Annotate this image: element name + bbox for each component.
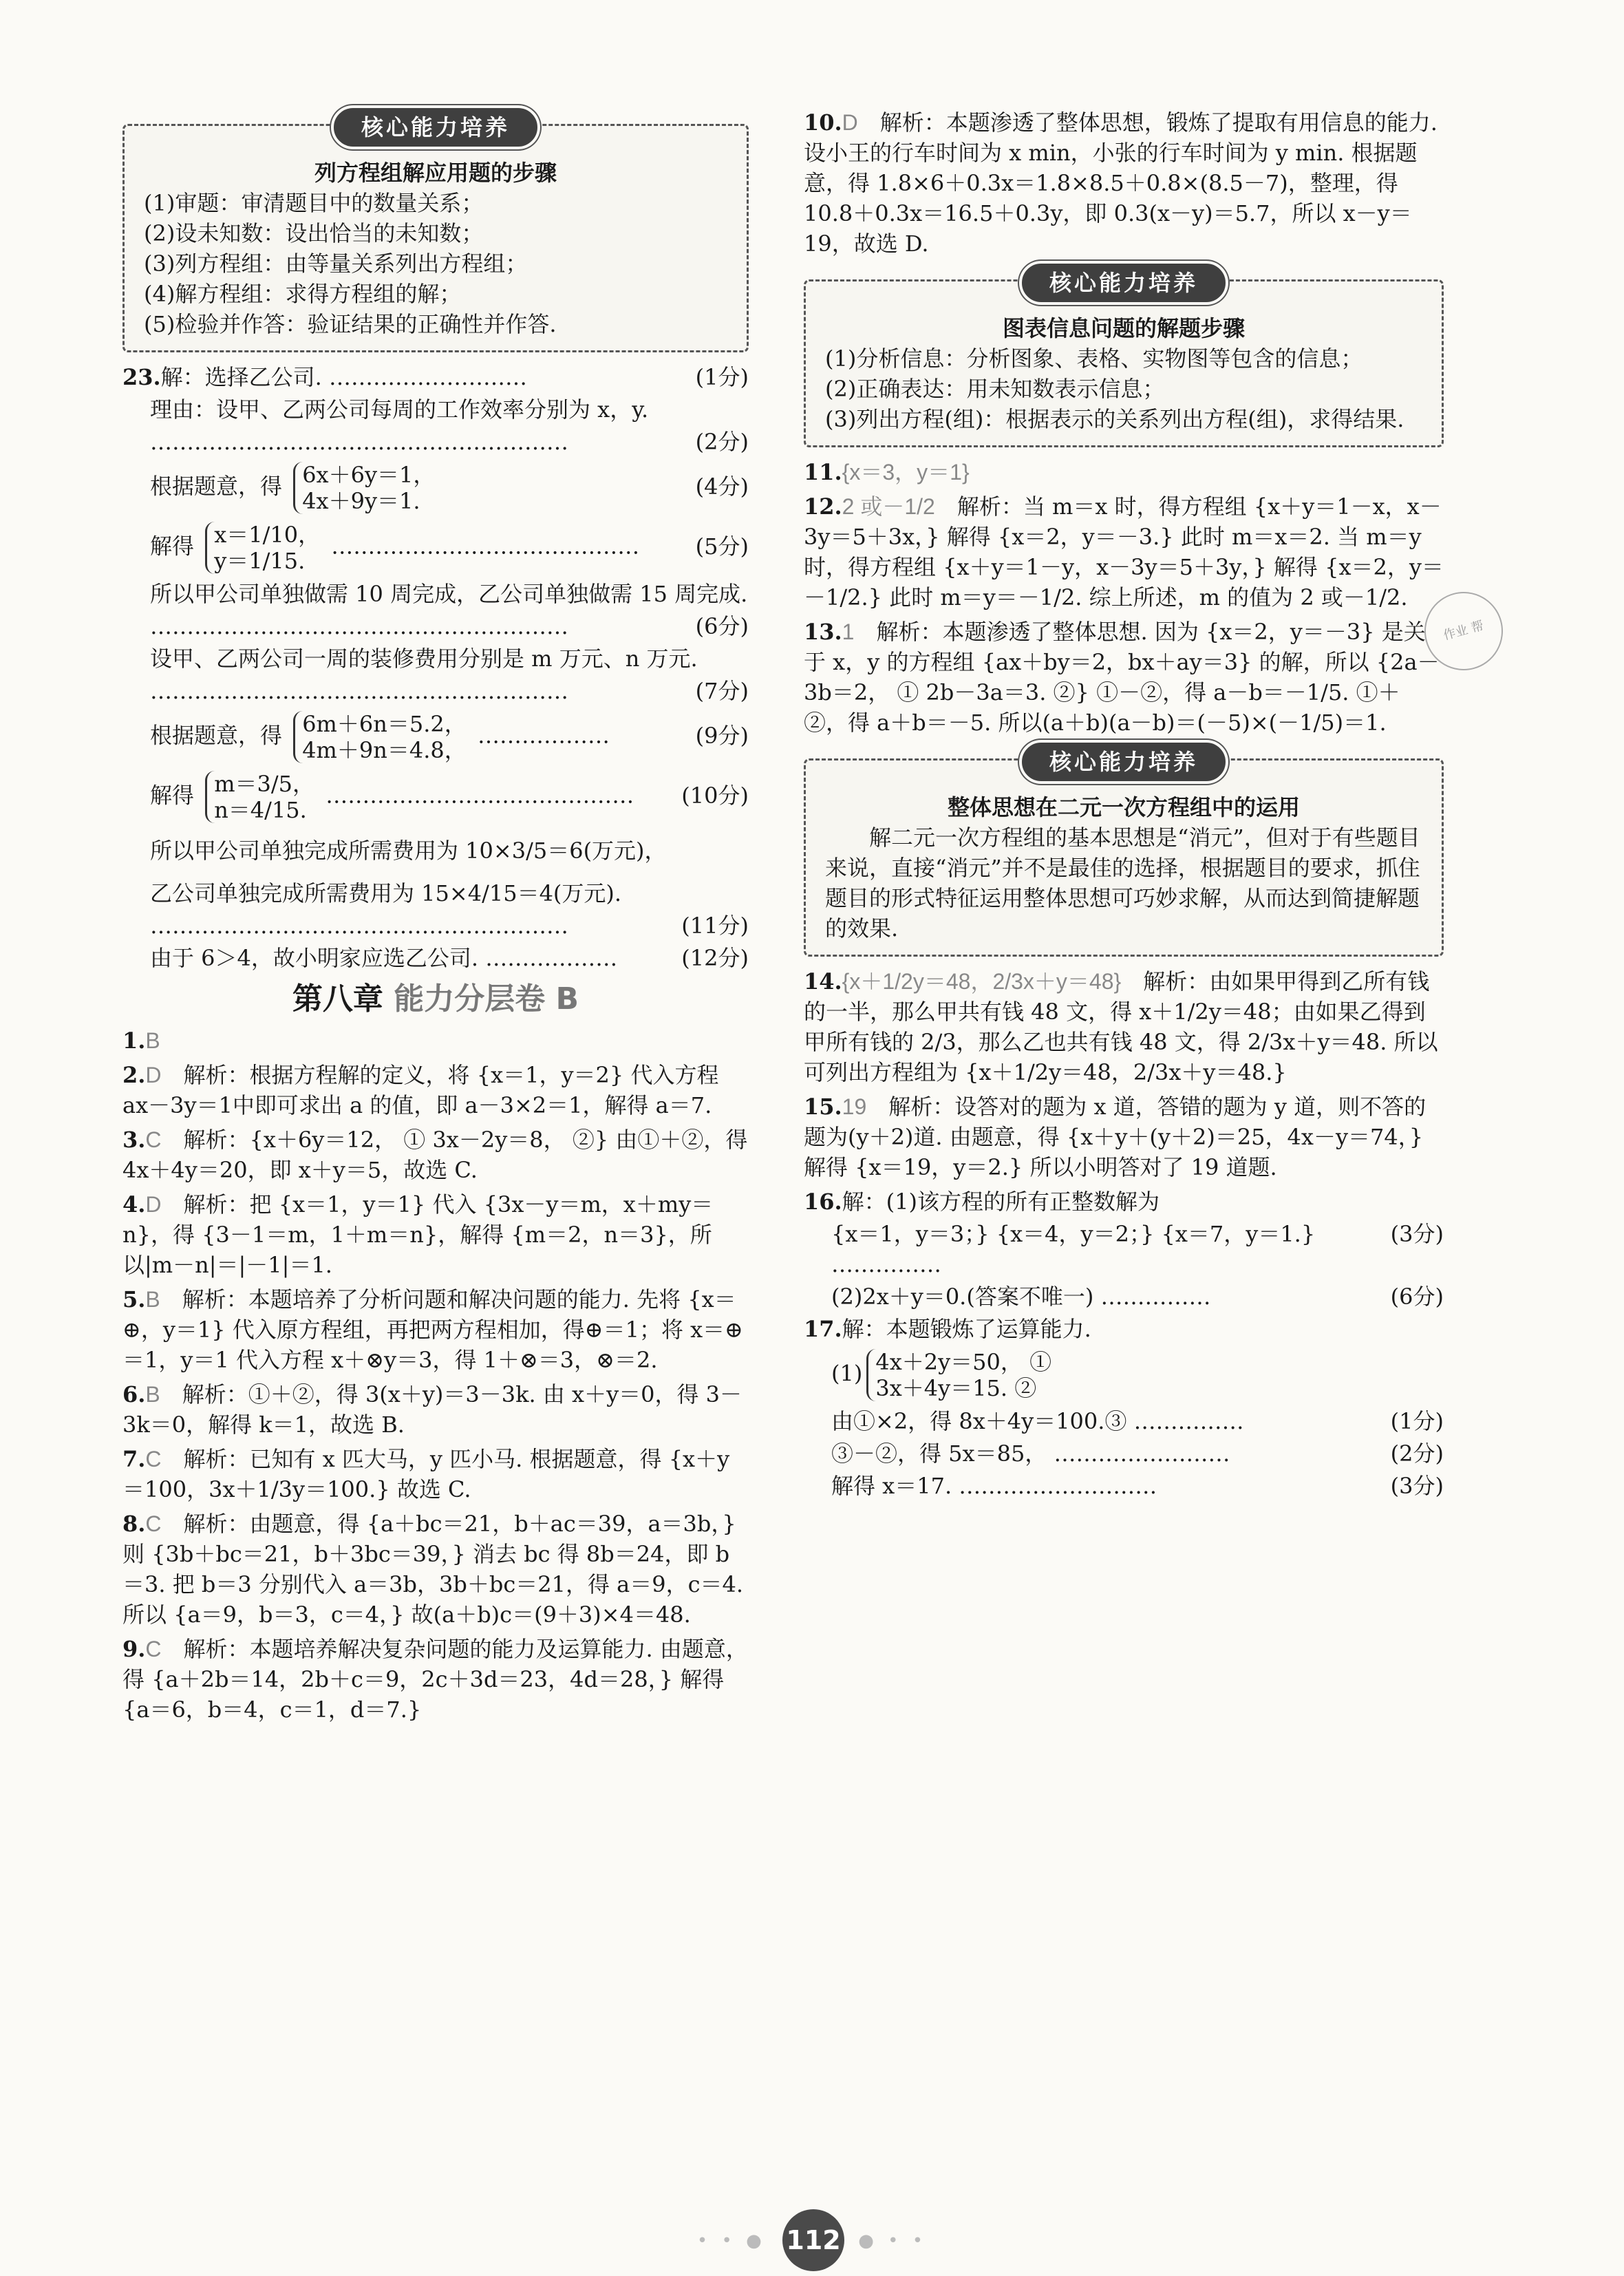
box-body: 解二元一次方程组的基本思想是“消元”，但对于有些题目来说，直接“消元”并不是最佳的选择，根据题目的要求，抓住题目的形式特征运用整体思想可巧妙求解，从而达到简捷解题的效果. xyxy=(825,825,1420,942)
label: 解得 xyxy=(150,782,195,809)
answer-line: 理由：设甲、乙两公司每周的工作效率分别为 x，y. xyxy=(150,396,649,423)
answer-item: 14.{x＋1/2y＝48，2/3x＋y＝48} 解析：由如果甲得到乙所有钱的一半，那么甲共有钱 48 文，得 x＋1/2y＝48；由如果乙得到甲所有钱的 2/3，那么乙也共有钱 48 文，得 2/3x＋y＝48. 所以可列出方程组为 {x＋1/2y＝48，2/3x＋y＝48.} xyxy=(804,968,1438,1085)
box-item: (1)分析信息：分析图象、表格、实物图等包含的信息； xyxy=(825,345,1363,372)
answer-item: 13.1 解析：本题渗透了整体思想. 因为 {x＝2，y＝－3} 是关于 x，y 的方程组 {ax＋by＝2，bx＋ay＝3} 的解，所以 {2a－3b＝2， ① 2b－3a＝3. ②} ①－②，得 a－b＝－1/5. ①＋②，得 a＋b＝－5. 所以(a＋b)(a－b)＝(－5)×(－1/5)＝1. xyxy=(804,619,1440,736)
question-number: 23. xyxy=(122,364,161,390)
score: (2分) xyxy=(695,429,749,455)
score: (11分) xyxy=(681,913,749,939)
solution-system: m＝3/5， n＝4/15. xyxy=(205,771,314,823)
question-23: 23.解：选择乙公司. ……………………… (1分) 理由：设甲、乙两公司每周的工作效率分别为 x，y. ………………………………………………… (2分) 根据题意，得 6x＋6y＝1， 4x＋9y＝1. (4分) 解得 x＝1/10， y＝1/15. …………………………………… (5分) 所以甲公司单独做需 10 周完成，乙公司单独做需 15 周完成. ………………………………………………… (6分) 设甲、乙两公司一周的装修费用分别是 m 万元、n 万元. ………………………………………………… (7分) 根据题意，得 6m＋6n＝5.2， 4m＋9n＝4.8， ……………… (9分) 解得 m＝3/5， n＝4/15. …………………………………… (10分) 所以甲公司单独完成所需费用为 10×3/5＝6(万元)， 乙公司单独完成所需费用为 15×4/15＝4(万元). ………………………………………………… (11分) 由于 6＞4，故小明家应选乙公司. ……………… (12分) xyxy=(122,362,749,973)
answer-item: 11.{x＝3，y＝1} xyxy=(804,459,970,485)
box-badge: 核心能力培养 xyxy=(1019,740,1228,784)
answer-item: 6.B 解析：①＋②，得 3(x＋y)＝3－3k. 由 x＋y＝0，得 3－3k＝0，解得 k＝1，故选 B. xyxy=(122,1381,742,1438)
label: 解得 xyxy=(150,533,195,560)
decorative-dots: • • ● xyxy=(696,2231,776,2251)
chapter-title: 第八章 能力分层卷 B xyxy=(292,981,579,1017)
score: (2分) xyxy=(1390,1440,1444,1467)
score: (4分) xyxy=(695,473,749,500)
question-17: 17.解：本题锻炼了运算能力. (1) 4x＋2y＝50， ① 3x＋4y＝15. ② 由①×2，得 8x＋4y＝100.③ …………… (1分) ③－②，得 5x＝85， …………………… (2分) 解得 x＝17. ……………………… (3分) xyxy=(804,1314,1444,1501)
question-16: 16.解：(1)该方程的所有正整数解为 {x＝1，y＝3；} {x＝4，y＝2；} {x＝7，y＝1.} …………… (3分) (2)2x＋y＝0.(答案不唯一) …………… (6分) xyxy=(804,1187,1444,1312)
answer-line: 乙公司单独完成所需费用为 15×4/15＝4(万元). xyxy=(150,880,622,906)
score: (10分) xyxy=(681,782,749,809)
answer-line: 所以甲公司单独做需 10 周完成，乙公司单独做需 15 周完成. xyxy=(150,581,748,607)
answer-item: 9.C 解析：本题培养解决复杂问题的能力及运算能力. 由题意，得 {a＋2b＝14，2b＋c＝9，2c＋3d＝23，4d＝28，} 解得 {a＝6，b＝4，c＝1，d＝7.} xyxy=(122,1636,748,1723)
watermark-stamp: 作业 帮 xyxy=(1415,583,1512,679)
solution-system: x＝1/10， y＝1/15. xyxy=(205,522,320,574)
score: (3分) xyxy=(1390,1473,1444,1499)
score: (3分) xyxy=(1390,1221,1444,1247)
answer-line: 所以甲公司单独完成所需费用为 10×3/5＝6(万元)， xyxy=(150,838,667,864)
ability-box-2 xyxy=(804,270,1444,447)
equation-system: 4x＋2y＝50， ① 3x＋4y＝15. ② xyxy=(866,1349,1051,1401)
label: 根据题意，得 xyxy=(150,473,283,500)
answer-line: 由于 6＞4，故小明家应选乙公司. xyxy=(150,945,479,971)
score: (6分) xyxy=(695,613,749,639)
right-column xyxy=(804,103,1444,1503)
page-footer xyxy=(0,2209,1624,2271)
answer-item: 5.B 解析：本题培养了分析问题和解决问题的能力. 先将 {x＝⊕，y＝1} 代入原方程组，再把两方程相加，得⊕＝1；将 x＝⊕＝1，y＝1 代入方程 x＋⊗y＝3，得 1＋⊗＝3，⊗＝2. xyxy=(122,1286,743,1373)
answer-line: 解：选择乙公司. xyxy=(160,364,322,390)
ability-box-1 xyxy=(122,114,749,352)
score: (7分) xyxy=(695,678,749,704)
box-title: 整体思想在二元一次方程组中的运用 xyxy=(947,794,1300,820)
box-title: 图表信息问题的解题步骤 xyxy=(1002,315,1245,341)
decorative-dots: ● • • xyxy=(858,2231,928,2251)
score: (1分) xyxy=(695,364,749,390)
left-column xyxy=(122,103,749,1729)
box-badge: 核心能力培养 xyxy=(1019,261,1228,305)
answer-item: 15.19 解析：设答对的题为 x 道，答错的题为 y 道，则不答的题为(y＋2)道. 由题意，得 {x＋y＋(y＋2)＝25，4x－y＝74，} 解得 {x＝19，y＝2.} 所以小明答对了 19 道题. xyxy=(804,1094,1427,1180)
box-item: (1)审题：审清题目中的数量关系； xyxy=(144,190,484,216)
box-item: (4)解方程组：求得方程组的解； xyxy=(144,281,462,307)
box-badge: 核心能力培养 xyxy=(331,105,540,149)
page-number: 112 xyxy=(782,2209,844,2271)
answer-item: 7.C 解析：已知有 x 匹大马，y 匹小马. 根据题意，得 {x＋y＝100，3x＋1/3y＝100.} 故选 C. xyxy=(122,1446,730,1502)
answer-item: 12.2 或－1/2 解析：当 m＝x 时，得方程组 {x＋y＝1－x，x－3y＝5＋3x，} 解得 {x＝2，y＝－3.} 此时 m＝x＝2. 当 m＝y 时，得方程组 {x＋y＝1－y，x－3y＝5＋3y，} 解得 {x＝2，y＝－1/2.} 此时 m＝y＝－1/2. 综上所述，m 的值为 2 或－1/2. xyxy=(804,493,1444,610)
answer-item: 3.C 解析：{x＋6y＝12， ① 3x－2y＝8， ②} 由①＋②，得 4x＋4y＝20，即 x＋y＝5，故选 C. xyxy=(122,1127,748,1183)
answer-item: 2.D 解析：根据方程解的定义，将 {x＝1，y＝2} 代入方程 ax－3y＝1中即可求出 a 的值，即 a－3×2＝1，解得 a＝7. xyxy=(122,1062,719,1118)
score: (12分) xyxy=(681,945,749,971)
box-item: (5)检验并作答：验证结果的正确性并作答. xyxy=(144,311,557,337)
score: (5分) xyxy=(695,533,749,560)
label: 根据题意，得 xyxy=(150,722,283,749)
box-item: (2)正确表达：用未知数表示信息； xyxy=(825,376,1165,402)
ability-box-3 xyxy=(804,749,1444,957)
equation-system: 6m＋6n＝5.2， 4m＋9n＝4.8， xyxy=(293,711,467,763)
score: (1分) xyxy=(1390,1408,1444,1434)
box-item: (3)列方程组：由等量关系列出方程组； xyxy=(144,251,528,277)
answer-line: 设甲、乙两公司一周的装修费用分别是 m 万元、n 万元. xyxy=(150,646,698,672)
equation-system: 6x＋6y＝1， 4x＋9y＝1. xyxy=(293,462,435,514)
answer-item: 10.D 解析：本题渗透了整体思想，锻炼了提取有用信息的能力. 设小王的行车时间为 x min，小张的行车时间为 y min. 根据题意，得 1.8×6＋0.3x＝1.8×8.5＋0.8×(8.5－7)，整理，得 10.8＋0.3x＝16.5＋0.3y，即 0.3(x－y)＝5.7，所以 x－y＝19，故选 D. xyxy=(804,109,1438,257)
answer-item: 4.D 解析：把 {x＝1，y＝1} 代入 {3x－y＝m，x＋my＝n}，得 {3－1＝m，1＋m＝n}，解得 {m＝2，n＝3}，所以|m－n|＝|－1|＝1. xyxy=(122,1191,714,1278)
score: (6分) xyxy=(1390,1284,1444,1310)
answer-item: 8.C 解析：由题意，得 {a＋bc＝21，b＋ac＝39，a＝3b，} 则 {3b＋bc＝21，b＋3bc＝39，} 消去 bc 得 8b＝24，即 b＝3. 把 b＝3 分别代入 a＝3b，3b＋bc＝21，得 a＝9，c＝4. 所以 {a＝9，b＝3，c＝4，} 故(a＋b)c＝(9＋3)×4＝48. xyxy=(122,1511,744,1628)
answer-item: 1.B xyxy=(122,1028,160,1054)
box-title: 列方程组解应用题的步骤 xyxy=(314,160,557,186)
box-item: (2)设未知数：设出恰当的未知数； xyxy=(144,220,484,246)
box-item: (3)列出方程(组)：根据表示的关系列出方程(组)，求得结果. xyxy=(825,406,1404,432)
score: (9分) xyxy=(695,722,749,749)
